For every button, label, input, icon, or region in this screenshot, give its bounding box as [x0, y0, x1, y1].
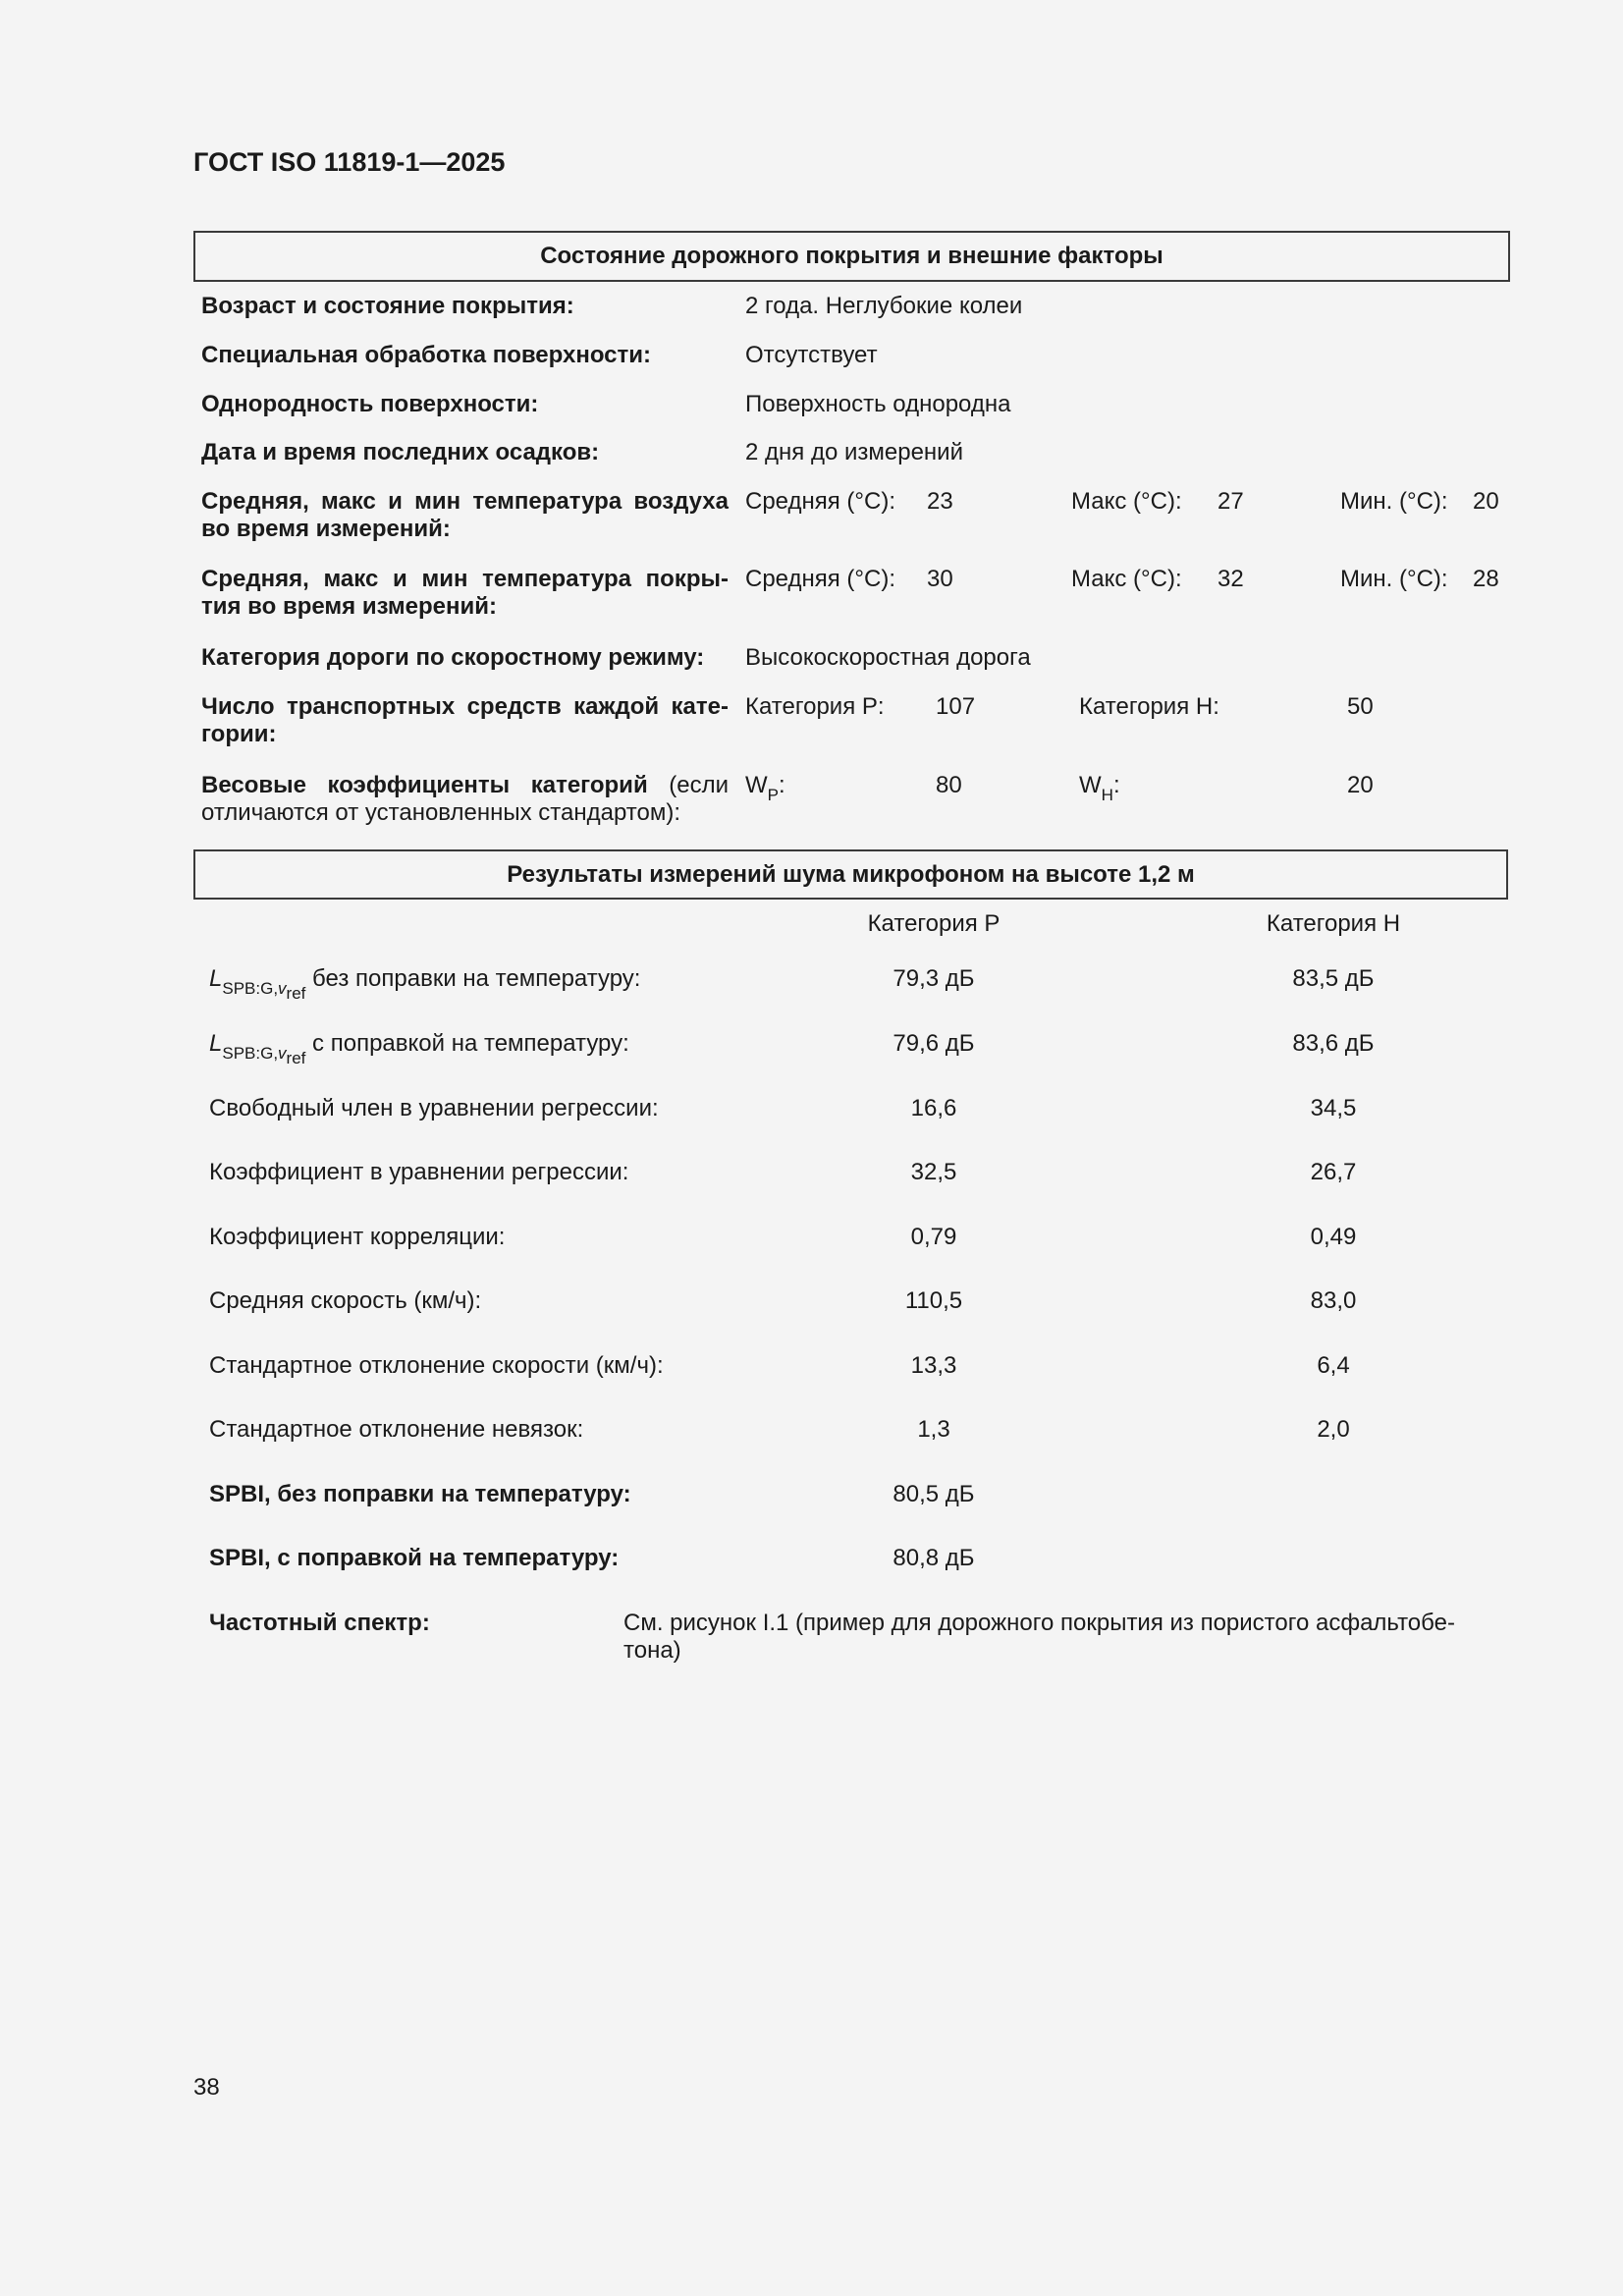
result-label-spbi-corrected: SPBI, с поправкой на температуру:: [209, 1545, 620, 1571]
cat-h-label: Категория H:: [1079, 693, 1219, 720]
row-value: Высокоскоростная дорога: [745, 644, 1031, 671]
avg-value: 23: [927, 488, 953, 515]
result-value-p: 1,3: [917, 1416, 950, 1443]
result-value-p: 110,5: [904, 1287, 963, 1314]
result-value-h: 83,5 дБ: [1292, 965, 1375, 992]
result-value-h: 26,7: [1310, 1159, 1357, 1185]
cat-p-count: 107: [936, 693, 976, 720]
min-label: Мин. (°C):: [1340, 566, 1448, 592]
weight-h-label: $W_H$:: [1079, 772, 1120, 804]
min-value: 20: [1473, 488, 1499, 515]
weight-p-value: 80: [936, 772, 962, 798]
page-number: 38: [193, 2074, 220, 2101]
row-value: 2 дня до измерений: [745, 439, 963, 465]
result-value-h: 83,6 дБ: [1292, 1030, 1375, 1057]
result-value-h: 0,49: [1310, 1224, 1357, 1250]
result-value-h: 83,0: [1310, 1287, 1357, 1314]
spectrum-label: Частотный спектр:: [209, 1610, 430, 1636]
cat-p-label: Категория P:: [745, 693, 885, 720]
result-label: Стандартное отклонение скорости (км/ч):: [209, 1352, 664, 1379]
result-label: Коэффициент в уравнении регрессии:: [209, 1159, 629, 1185]
result-label-lspb-corrected: $L_{SPB:G,v_{ref}}$ с поправкой на температуру:: [209, 1030, 629, 1067]
row-label: Дата и время последних осадков:: [201, 439, 600, 465]
cat-h-count: 50: [1347, 693, 1374, 720]
max-value: 32: [1217, 566, 1244, 592]
result-label-spbi-uncorrected: SPBI, без поправки на температуру:: [209, 1481, 631, 1507]
row-value: 2 года. Неглубокие колеи: [745, 293, 1023, 319]
result-value-p: 80,5 дБ: [893, 1481, 975, 1507]
result-label: Стандартное отклонение невязок:: [209, 1416, 584, 1443]
max-label: Макс (°C):: [1071, 488, 1182, 515]
result-label: Коэффициент корреляции:: [209, 1224, 506, 1250]
row-label: Специальная обработка поверхности:: [201, 342, 652, 368]
max-value: 27: [1217, 488, 1244, 515]
avg-label: Средняя (°C):: [745, 488, 895, 515]
min-label: Мин. (°C):: [1340, 488, 1448, 515]
result-value-p: 0,79: [910, 1224, 957, 1250]
weight-p-label: $W_P$:: [745, 772, 785, 804]
document-header: ГОСТ ISO 11819-1—2025: [193, 147, 506, 177]
avg-label: Средняя (°C):: [745, 566, 895, 592]
result-value-p: 13,3: [910, 1352, 957, 1379]
result-label-lspb-uncorrected: $L_{SPB:G,v_{ref}}$ без поправки на температуру:: [209, 965, 641, 1003]
result-value-p: 79,3 дБ: [893, 965, 975, 992]
row-label: Однородность поверхности:: [201, 391, 539, 417]
section-title-noise-results: Результаты измерений шума микрофоном на высоте 1,2 м: [193, 849, 1508, 900]
row-label: Возраст и состояние покрытия:: [201, 293, 574, 319]
result-value-p: 32,5: [910, 1159, 957, 1185]
result-label: Свободный член в уравнении регрессии:: [209, 1095, 659, 1121]
row-label-surface-temperature: Средняя, макс и мин температура покры- тия во время измерений:: [201, 566, 729, 620]
weight-h-value: 20: [1347, 772, 1374, 798]
row-label-weights: Весовые коэффициенты категорий (если отличаются от установленных стандартом):: [201, 772, 730, 826]
result-value-h: 6,4: [1317, 1352, 1350, 1379]
row-label-vehicle-count: Число транспортных средств каждой кате- гории:: [201, 693, 729, 747]
column-header-category-p: Категория P: [867, 910, 1001, 937]
avg-value: 30: [927, 566, 953, 592]
row-value: Отсутствует: [745, 342, 878, 368]
result-value-p: 80,8 дБ: [893, 1545, 975, 1571]
section-title-road-conditions: Состояние дорожного покрытия и внешние факторы: [193, 231, 1510, 282]
column-header-category-h: Категория H: [1266, 910, 1401, 937]
spectrum-value: См. рисунок I.1 (пример для дорожного покрытия из пористого асфальтобе- тона): [623, 1610, 1455, 1664]
result-value-h: 2,0: [1317, 1416, 1350, 1443]
row-value: Поверхность однородна: [745, 391, 1011, 417]
row-label-air-temperature: Средняя, макс и мин температура воздуха во время измерений:: [201, 488, 729, 542]
result-label: Средняя скорость (км/ч):: [209, 1287, 482, 1314]
result-value-h: 34,5: [1310, 1095, 1357, 1121]
row-label: Категория дороги по скоростному режиму:: [201, 644, 705, 671]
max-label: Макс (°C):: [1071, 566, 1182, 592]
min-value: 28: [1473, 566, 1499, 592]
result-value-p: 16,6: [910, 1095, 957, 1121]
result-value-p: 79,6 дБ: [893, 1030, 975, 1057]
